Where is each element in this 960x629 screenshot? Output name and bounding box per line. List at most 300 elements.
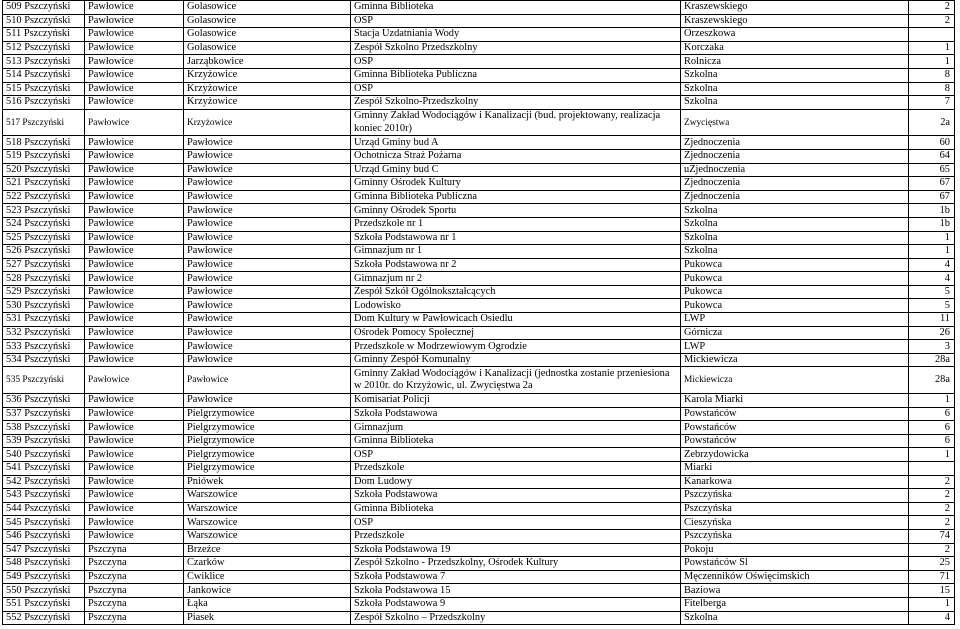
number-cell: 1 bbox=[909, 394, 955, 408]
number-cell: 3 bbox=[909, 340, 955, 354]
gmina-cell: Pawłowice bbox=[85, 285, 184, 299]
facility-cell: Lodowisko bbox=[351, 299, 681, 313]
locality-cell: Pielgrzymowice bbox=[184, 462, 351, 476]
row-number-cell bbox=[3, 462, 85, 476]
facility-cell: Przedszkole w Modrzewiowym Ogrodzie bbox=[351, 340, 681, 354]
number-cell: 67 bbox=[909, 190, 955, 204]
facility-cell: Gminny Zespół Komunalny bbox=[351, 353, 681, 367]
row-number-cell bbox=[3, 177, 85, 191]
facility-cell: Gminna Biblioteka bbox=[351, 434, 681, 448]
powiat: Pszczyński bbox=[24, 489, 71, 501]
facility-cell: Gminna Biblioteka Publiczna bbox=[351, 190, 681, 204]
locality-cell: Pawłowice bbox=[184, 204, 351, 218]
powiat: Pszczyński bbox=[24, 42, 71, 54]
table-row bbox=[3, 489, 955, 503]
street-cell: Rolnicza bbox=[681, 55, 909, 69]
locality-cell: Pawłowice bbox=[184, 353, 351, 367]
row-number: 552 bbox=[6, 611, 22, 623]
table-row bbox=[3, 68, 955, 82]
row-number-cell bbox=[3, 326, 85, 340]
street-cell: Pukowca bbox=[681, 272, 909, 286]
table-row bbox=[3, 434, 955, 448]
powiat: Pszczyński bbox=[24, 394, 71, 406]
number-cell: 1b bbox=[909, 217, 955, 231]
gmina-cell: Pawłowice bbox=[85, 448, 184, 462]
row-number: 514 bbox=[6, 69, 22, 81]
table-row bbox=[3, 584, 955, 598]
powiat: Pszczyński bbox=[24, 340, 71, 352]
gmina-cell: Pawłowice bbox=[85, 353, 184, 367]
powiat: Pszczyński bbox=[24, 55, 71, 67]
facility-cell: Gminny Ośrodek Sportu bbox=[351, 204, 681, 218]
table-row bbox=[3, 96, 955, 110]
gmina-cell: Pawłowice bbox=[85, 55, 184, 69]
facility-cell: Dom Kultury w Pawłowicach Osiedlu bbox=[351, 313, 681, 327]
facility-cell: OSP bbox=[351, 448, 681, 462]
number-cell: 5 bbox=[909, 285, 955, 299]
table-row bbox=[3, 516, 955, 530]
street-cell: LWP bbox=[681, 340, 909, 354]
number-cell: 2 bbox=[909, 543, 955, 557]
locality-cell: Czarków bbox=[184, 557, 351, 571]
row-number: 525 bbox=[6, 231, 22, 243]
street-cell: Szkolna bbox=[681, 217, 909, 231]
row-number-cell bbox=[3, 367, 85, 394]
street-cell: Zebrzydowicka bbox=[681, 448, 909, 462]
row-number: 527 bbox=[6, 258, 22, 270]
number-cell: 1 bbox=[909, 55, 955, 69]
table-row bbox=[3, 475, 955, 489]
row-number-cell bbox=[3, 584, 85, 598]
powiat: Pszczyński bbox=[24, 421, 71, 433]
powiat: Pszczyński bbox=[24, 407, 71, 419]
table-row bbox=[3, 367, 955, 394]
table-row bbox=[3, 407, 955, 421]
table-row bbox=[3, 190, 955, 204]
row-number: 533 bbox=[6, 340, 22, 352]
table-row bbox=[3, 149, 955, 163]
powiat: Pszczyński bbox=[24, 611, 71, 623]
row-number-cell bbox=[3, 502, 85, 516]
locality-cell: Pielgrzymowice bbox=[184, 448, 351, 462]
gmina-cell: Pawłowice bbox=[85, 82, 184, 96]
row-number: 541 bbox=[6, 462, 22, 474]
powiat: Pszczyński bbox=[24, 163, 71, 175]
table-row bbox=[3, 245, 955, 259]
row-number-cell bbox=[3, 1, 85, 15]
powiat: Pszczyński bbox=[24, 245, 71, 257]
street-cell: Powstańców bbox=[681, 434, 909, 448]
locality-cell: Jankowice bbox=[184, 584, 351, 598]
powiat: Pszczyński bbox=[24, 136, 71, 148]
street-cell: Pukowca bbox=[681, 285, 909, 299]
table-row bbox=[3, 163, 955, 177]
row-number: 512 bbox=[6, 42, 22, 54]
row-number-cell bbox=[3, 163, 85, 177]
table-row bbox=[3, 109, 955, 136]
powiat: Pszczyński bbox=[24, 313, 71, 325]
facility-cell: Gminny Zakład Wodociągów i Kanalizacji (bud. projektowany, realizacja koniec 2010r) bbox=[351, 109, 681, 136]
locality-cell: Pawłowice bbox=[184, 149, 351, 163]
gmina-cell: Pawłowice bbox=[85, 68, 184, 82]
locality-cell: Golasowice bbox=[184, 14, 351, 28]
street-cell: Zjednoczenia bbox=[681, 177, 909, 191]
locality-cell: Pielgrzymowice bbox=[184, 434, 351, 448]
row-number: 526 bbox=[6, 245, 22, 257]
facility-cell: OSP bbox=[351, 55, 681, 69]
number-cell: 2 bbox=[909, 475, 955, 489]
locality-cell: Golasowice bbox=[184, 28, 351, 42]
row-number: 521 bbox=[6, 177, 22, 189]
facility-cell: Dom Ludowy bbox=[351, 475, 681, 489]
locality-cell: Jarząbkowice bbox=[184, 55, 351, 69]
gmina-cell: Pszczyna bbox=[85, 597, 184, 611]
gmina-cell: Pawłowice bbox=[85, 217, 184, 231]
number-cell: 2 bbox=[909, 502, 955, 516]
powiat: Pszczyński bbox=[22, 375, 65, 386]
locality-cell: Warszowice bbox=[184, 529, 351, 543]
powiat: Pszczyński bbox=[24, 96, 71, 108]
powiat: Pszczyński bbox=[24, 177, 71, 189]
locality-cell: Pawłowice bbox=[184, 245, 351, 259]
row-number-cell bbox=[3, 190, 85, 204]
facility-cell: Zespół Szkolno - Przedszkolny, Ośrodek Kultury bbox=[351, 557, 681, 571]
gmina-cell: Pawłowice bbox=[85, 163, 184, 177]
number-cell bbox=[909, 28, 955, 42]
powiat: Pszczyński bbox=[24, 530, 71, 542]
locality-cell: Pawłowice bbox=[184, 272, 351, 286]
locality-cell: Warszowice bbox=[184, 516, 351, 530]
table-row bbox=[3, 353, 955, 367]
table-row bbox=[3, 231, 955, 245]
facility-cell: Przedszkole bbox=[351, 462, 681, 476]
row-number: 540 bbox=[6, 448, 22, 460]
gmina-cell: Pszczyna bbox=[85, 611, 184, 625]
row-number-cell bbox=[3, 258, 85, 272]
row-number-cell bbox=[3, 204, 85, 218]
facilities-table bbox=[2, 0, 955, 625]
gmina-cell: Pawłowice bbox=[85, 231, 184, 245]
table-row bbox=[3, 313, 955, 327]
row-number-cell bbox=[3, 489, 85, 503]
number-cell bbox=[909, 462, 955, 476]
gmina-cell: Pszczyna bbox=[85, 543, 184, 557]
number-cell: 4 bbox=[909, 611, 955, 625]
street-cell: Górnicza bbox=[681, 326, 909, 340]
table-row bbox=[3, 421, 955, 435]
street-cell: Szkolna bbox=[681, 231, 909, 245]
row-number-cell bbox=[3, 611, 85, 625]
powiat: Pszczyński bbox=[24, 69, 71, 81]
powiat: Pszczyński bbox=[24, 543, 71, 555]
table-row bbox=[3, 204, 955, 218]
gmina-cell: Pawłowice bbox=[85, 367, 184, 394]
row-number-cell bbox=[3, 475, 85, 489]
row-number-cell bbox=[3, 82, 85, 96]
number-cell: 67 bbox=[909, 177, 955, 191]
row-number: 531 bbox=[6, 313, 22, 325]
street-cell: Pokoju bbox=[681, 543, 909, 557]
gmina-cell: Pawłowice bbox=[85, 299, 184, 313]
facility-cell: Przedszkole nr 1 bbox=[351, 217, 681, 231]
gmina-cell: Pszczyna bbox=[85, 557, 184, 571]
locality-cell: Warszowice bbox=[184, 502, 351, 516]
facility-cell: Szkoła Podstawowa nr 2 bbox=[351, 258, 681, 272]
locality-cell: Pawłowice bbox=[184, 285, 351, 299]
number-cell: 64 bbox=[909, 149, 955, 163]
row-number-cell bbox=[3, 557, 85, 571]
locality-cell: Pawłowice bbox=[184, 258, 351, 272]
facility-cell: Szkoła Podstawowa 9 bbox=[351, 597, 681, 611]
row-number-cell bbox=[3, 231, 85, 245]
number-cell: 71 bbox=[909, 570, 955, 584]
powiat: Pszczyński bbox=[24, 191, 71, 203]
gmina-cell: Pawłowice bbox=[85, 313, 184, 327]
street-cell: Zjednoczenia bbox=[681, 149, 909, 163]
row-number: 534 bbox=[6, 354, 22, 366]
table-body bbox=[3, 1, 955, 625]
powiat: Pszczyński bbox=[24, 435, 71, 447]
gmina-cell: Pawłowice bbox=[85, 462, 184, 476]
facility-cell: Szkoła Podstawowa nr 1 bbox=[351, 231, 681, 245]
gmina-cell: Pawłowice bbox=[85, 326, 184, 340]
row-number: 549 bbox=[6, 571, 22, 583]
table-row bbox=[3, 570, 955, 584]
number-cell: 8 bbox=[909, 82, 955, 96]
street-cell: Zwycięstwa bbox=[681, 109, 909, 136]
table-row bbox=[3, 597, 955, 611]
table-row bbox=[3, 462, 955, 476]
street-cell: Szkolna bbox=[681, 204, 909, 218]
row-number: 511 bbox=[6, 28, 22, 40]
row-number: 543 bbox=[6, 489, 22, 501]
table-row bbox=[3, 448, 955, 462]
street-cell: Orzeszkowa bbox=[681, 28, 909, 42]
facility-cell: OSP bbox=[351, 14, 681, 28]
row-number-cell bbox=[3, 407, 85, 421]
row-number-cell bbox=[3, 285, 85, 299]
street-cell: Powstańców bbox=[681, 407, 909, 421]
table-row bbox=[3, 272, 955, 286]
number-cell: 6 bbox=[909, 421, 955, 435]
powiat: Pszczyński bbox=[24, 584, 71, 596]
table-row bbox=[3, 258, 955, 272]
row-number-cell bbox=[3, 516, 85, 530]
row-number-cell bbox=[3, 340, 85, 354]
row-number-cell bbox=[3, 353, 85, 367]
facility-cell: Zespół Szkolno-Przedszkolny bbox=[351, 96, 681, 110]
number-cell: 11 bbox=[909, 313, 955, 327]
number-cell: 26 bbox=[909, 326, 955, 340]
row-number-cell bbox=[3, 529, 85, 543]
row-number: 523 bbox=[6, 204, 22, 216]
table-row bbox=[3, 543, 955, 557]
table-row bbox=[3, 285, 955, 299]
number-cell: 2 bbox=[909, 516, 955, 530]
row-number-cell bbox=[3, 448, 85, 462]
number-cell: 60 bbox=[909, 136, 955, 150]
locality-cell: Pawłowice bbox=[184, 340, 351, 354]
row-number: 548 bbox=[6, 557, 22, 569]
locality-cell: Ćwiklice bbox=[184, 570, 351, 584]
number-cell: 28a bbox=[909, 367, 955, 394]
row-number: 513 bbox=[6, 55, 22, 67]
gmina-cell: Pawłowice bbox=[85, 96, 184, 110]
gmina-cell: Pawłowice bbox=[85, 407, 184, 421]
facility-cell: Ochotnicza Straż Pożarna bbox=[351, 149, 681, 163]
row-number: 539 bbox=[6, 435, 22, 447]
street-cell: Szkolna bbox=[681, 96, 909, 110]
row-number: 509 bbox=[6, 1, 22, 13]
gmina-cell: Pawłowice bbox=[85, 529, 184, 543]
number-cell: 1 bbox=[909, 448, 955, 462]
facility-cell: Komisariat Policji bbox=[351, 394, 681, 408]
row-number: 517 bbox=[6, 117, 21, 128]
gmina-cell: Pawłowice bbox=[85, 41, 184, 55]
facility-cell: Zespół Szkolno Przedszkolny bbox=[351, 41, 681, 55]
street-cell: Pszczyńska bbox=[681, 502, 909, 516]
row-number: 538 bbox=[6, 421, 22, 433]
table-row bbox=[3, 1, 955, 15]
street-cell: Baziowa bbox=[681, 584, 909, 598]
row-number: 530 bbox=[6, 299, 22, 311]
table-row bbox=[3, 41, 955, 55]
facility-cell: Gminna Biblioteka bbox=[351, 502, 681, 516]
powiat: Pszczyński bbox=[24, 14, 71, 26]
table-row bbox=[3, 55, 955, 69]
powiat: Pszczyński bbox=[24, 231, 71, 243]
street-cell: Szkolna bbox=[681, 82, 909, 96]
facility-cell: Urząd Gminy bud A bbox=[351, 136, 681, 150]
number-cell: 4 bbox=[909, 258, 955, 272]
locality-cell: Krzyżowice bbox=[184, 96, 351, 110]
gmina-cell: Pawłowice bbox=[85, 109, 184, 136]
powiat: Pszczyński bbox=[24, 448, 71, 460]
row-number: 542 bbox=[6, 475, 22, 487]
row-number: 520 bbox=[6, 163, 22, 175]
number-cell: 5 bbox=[909, 299, 955, 313]
number-cell: 28a bbox=[909, 353, 955, 367]
street-cell: Zjednoczenia bbox=[681, 136, 909, 150]
facility-cell: Gminny Ośrodek Kultury bbox=[351, 177, 681, 191]
street-cell: Fitelberga bbox=[681, 597, 909, 611]
table-row bbox=[3, 502, 955, 516]
powiat: Pszczyński bbox=[22, 117, 65, 128]
locality-cell: Krzyżowice bbox=[184, 68, 351, 82]
row-number: 545 bbox=[6, 516, 22, 528]
gmina-cell: Pawłowice bbox=[85, 394, 184, 408]
locality-cell: Pawłowice bbox=[184, 190, 351, 204]
table-row bbox=[3, 557, 955, 571]
table-row bbox=[3, 28, 955, 42]
locality-cell: Warszowice bbox=[184, 489, 351, 503]
powiat: Pszczyński bbox=[24, 82, 71, 94]
row-number: 550 bbox=[6, 584, 22, 596]
number-cell: 6 bbox=[909, 434, 955, 448]
locality-cell: Pawłowice bbox=[184, 367, 351, 394]
street-cell: Pukowca bbox=[681, 258, 909, 272]
gmina-cell: Pawłowice bbox=[85, 177, 184, 191]
row-number: 547 bbox=[6, 543, 22, 555]
street-cell: uZjednoczenia bbox=[681, 163, 909, 177]
number-cell: 65 bbox=[909, 163, 955, 177]
powiat: Pszczyński bbox=[24, 299, 71, 311]
locality-cell: Pawłowice bbox=[184, 231, 351, 245]
row-number: 519 bbox=[6, 150, 22, 162]
street-cell: Kraszewskiego bbox=[681, 14, 909, 28]
table-row bbox=[3, 340, 955, 354]
table-row bbox=[3, 177, 955, 191]
row-number-cell bbox=[3, 41, 85, 55]
street-cell: Kanarkowa bbox=[681, 475, 909, 489]
facility-cell: Szkoła Podstawowa bbox=[351, 489, 681, 503]
facility-cell: OSP bbox=[351, 516, 681, 530]
street-cell: Szkolna bbox=[681, 245, 909, 259]
facility-cell: Szkoła Podstawowa 19 bbox=[351, 543, 681, 557]
row-number: 536 bbox=[6, 394, 22, 406]
number-cell: 8 bbox=[909, 68, 955, 82]
row-number: 516 bbox=[6, 96, 22, 108]
locality-cell: Pawłowice bbox=[184, 217, 351, 231]
street-cell: Szkolna bbox=[681, 68, 909, 82]
powiat: Pszczyński bbox=[24, 150, 71, 162]
row-number-cell bbox=[3, 55, 85, 69]
table-row bbox=[3, 217, 955, 231]
row-number-cell bbox=[3, 96, 85, 110]
facility-cell: Szkoła Podstawowa bbox=[351, 407, 681, 421]
row-number-cell bbox=[3, 136, 85, 150]
facility-cell: Gminna Biblioteka bbox=[351, 1, 681, 15]
gmina-cell: Pawłowice bbox=[85, 149, 184, 163]
locality-cell: Pielgrzymowice bbox=[184, 421, 351, 435]
row-number: 537 bbox=[6, 407, 22, 419]
row-number-cell bbox=[3, 109, 85, 136]
row-number-cell bbox=[3, 68, 85, 82]
street-cell: Miarki bbox=[681, 462, 909, 476]
table-row bbox=[3, 14, 955, 28]
locality-cell: Łąka bbox=[184, 597, 351, 611]
gmina-cell: Pszczyna bbox=[85, 584, 184, 598]
powiat: Pszczyński bbox=[24, 598, 71, 610]
row-number: 532 bbox=[6, 326, 22, 338]
locality-cell: Pawłowice bbox=[184, 177, 351, 191]
street-cell: LWP bbox=[681, 313, 909, 327]
table-row bbox=[3, 529, 955, 543]
powiat: Pszczyński bbox=[24, 354, 71, 366]
locality-cell: Pniówek bbox=[184, 475, 351, 489]
street-cell: Mickiewicza bbox=[681, 353, 909, 367]
row-number: 546 bbox=[6, 530, 22, 542]
street-cell: Pszczyńska bbox=[681, 489, 909, 503]
row-number: 515 bbox=[6, 82, 22, 94]
row-number-cell bbox=[3, 272, 85, 286]
row-number-cell bbox=[3, 217, 85, 231]
facility-cell: Szkoła Podstawowa 15 bbox=[351, 584, 681, 598]
locality-cell: Pawłowice bbox=[184, 163, 351, 177]
locality-cell: Pawłowice bbox=[184, 299, 351, 313]
facility-cell: Stacja Uzdatniania Wody bbox=[351, 28, 681, 42]
table-row bbox=[3, 326, 955, 340]
row-number-cell bbox=[3, 14, 85, 28]
gmina-cell: Pawłowice bbox=[85, 272, 184, 286]
gmina-cell: Pawłowice bbox=[85, 14, 184, 28]
locality-cell: Krzyżowice bbox=[184, 109, 351, 136]
facility-cell: Zespół Szkół Ogólnokształcących bbox=[351, 285, 681, 299]
number-cell: 1 bbox=[909, 245, 955, 259]
row-number: 510 bbox=[6, 14, 22, 26]
row-number-cell bbox=[3, 421, 85, 435]
facility-cell: Gimnazjum nr 1 bbox=[351, 245, 681, 259]
